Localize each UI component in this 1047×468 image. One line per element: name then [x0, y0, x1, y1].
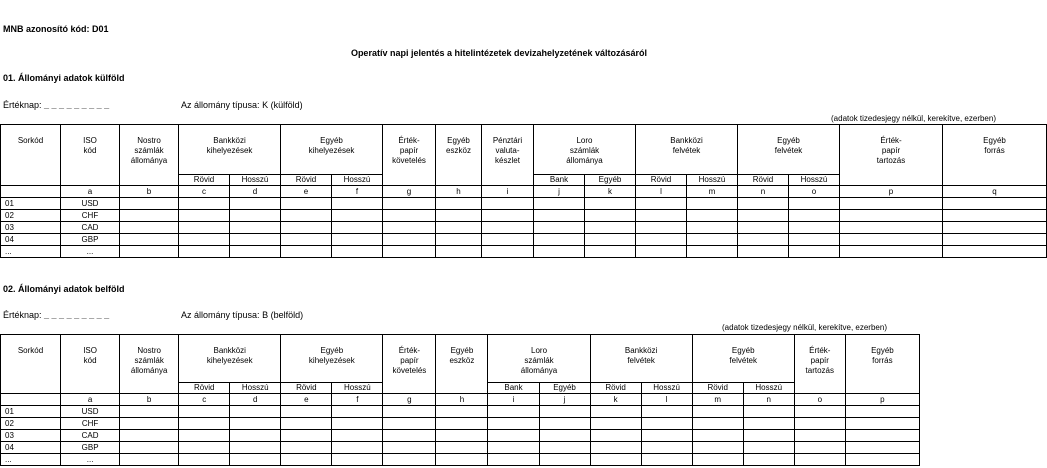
row-iso: USD	[61, 406, 120, 418]
table-row	[1, 222, 1047, 234]
data-cell[interactable]	[179, 198, 230, 210]
data-cell[interactable]	[383, 442, 436, 454]
letter-blank	[1, 394, 61, 406]
data-cell[interactable]	[281, 198, 332, 210]
data-cell[interactable]	[687, 246, 738, 258]
hdr-egyeb-eszkoz: Egyéb eszköz	[436, 335, 488, 394]
section-2-unit-note: (adatok tizedesjegy nélkül, kerekítve, ezerben)	[722, 323, 887, 332]
hdr-rovid: Rövid	[281, 175, 332, 186]
data-cell[interactable]	[482, 234, 534, 246]
row-iso: CAD	[61, 430, 120, 442]
data-cell[interactable]	[636, 222, 687, 234]
row-sorkod: 03	[1, 222, 61, 234]
data-cell[interactable]	[436, 210, 482, 222]
table-row	[1, 430, 920, 442]
data-cell[interactable]	[436, 430, 488, 442]
data-cell[interactable]	[845, 442, 919, 454]
table-row	[1, 198, 1047, 210]
data-cell[interactable]	[738, 222, 789, 234]
data-cell[interactable]	[539, 430, 590, 442]
data-cell[interactable]	[179, 418, 230, 430]
data-cell[interactable]	[332, 406, 383, 418]
data-cell[interactable]	[281, 234, 332, 246]
data-cell[interactable]	[840, 198, 943, 210]
letter-cell: o	[789, 186, 840, 198]
date-blank: _ _ _ _ _ _ _ _ _	[44, 310, 110, 320]
table-row	[1, 406, 920, 418]
data-cell[interactable]	[281, 210, 332, 222]
data-cell[interactable]	[436, 234, 482, 246]
section-1-type	[181, 100, 303, 110]
letter-cell: a	[61, 186, 120, 198]
data-cell[interactable]	[840, 210, 943, 222]
date-label: Értéknap:	[3, 310, 42, 320]
hdr-sorkod: Sorkód	[1, 335, 61, 394]
letter-row	[1, 186, 1047, 198]
letter-cell: f	[332, 186, 383, 198]
data-cell[interactable]	[120, 442, 179, 454]
hdr-sorkod: Sorkód	[1, 125, 61, 186]
type-label: Az állomány típusa:	[181, 310, 260, 320]
data-cell[interactable]	[840, 234, 943, 246]
letter-cell: g	[383, 394, 436, 406]
data-cell[interactable]	[383, 222, 436, 234]
letter-cell: p	[840, 186, 943, 198]
hdr-bank: Bank	[534, 175, 585, 186]
data-cell[interactable]	[179, 234, 230, 246]
data-cell[interactable]	[692, 418, 743, 430]
data-cell[interactable]	[641, 406, 692, 418]
letter-row	[1, 394, 920, 406]
data-cell[interactable]	[281, 442, 332, 454]
data-cell[interactable]	[738, 234, 789, 246]
data-cell[interactable]	[789, 198, 840, 210]
data-cell[interactable]	[534, 246, 585, 258]
data-cell[interactable]	[794, 454, 845, 466]
hdr-egyeb-forras: Egyéb forrás	[943, 125, 1047, 186]
letter-cell: h	[436, 186, 482, 198]
letter-cell: f	[332, 394, 383, 406]
hdr-rovid: Rövid	[281, 383, 332, 394]
data-cell[interactable]	[794, 406, 845, 418]
data-cell[interactable]	[230, 198, 281, 210]
data-cell[interactable]	[840, 222, 943, 234]
letter-cell: e	[281, 394, 332, 406]
data-cell[interactable]	[482, 222, 534, 234]
hdr-bankkozi-felv: Bankközi felvétek	[590, 335, 692, 383]
letter-cell: p	[845, 394, 919, 406]
hdr-nostro: Nostro számlák állománya	[120, 125, 179, 186]
row-iso: CHF	[61, 418, 120, 430]
data-cell[interactable]	[281, 454, 332, 466]
data-cell[interactable]	[534, 210, 585, 222]
row-sorkod: 02	[1, 210, 61, 222]
hdr-loro: Loro számlák állománya	[488, 335, 590, 383]
report-title: Operatív napi jelentés a hitelintézetek devizahelyzetének változásáról	[350, 48, 648, 58]
hdr-hosszu: Hosszú	[743, 383, 794, 394]
data-cell[interactable]	[332, 198, 383, 210]
letter-cell: b	[120, 186, 179, 198]
data-cell[interactable]	[534, 198, 585, 210]
letter-cell: l	[641, 394, 692, 406]
type-value: K (külföld)	[262, 100, 303, 110]
data-cell[interactable]	[743, 454, 794, 466]
data-cell[interactable]	[488, 406, 539, 418]
hdr-bankkozi-kih: Bankközi kihelyezések	[179, 125, 281, 175]
data-cell[interactable]	[943, 210, 1047, 222]
hdr-hosszu: Hosszú	[332, 383, 383, 394]
data-cell[interactable]	[120, 246, 179, 258]
data-cell[interactable]	[687, 234, 738, 246]
hdr-egyeb-eszkoz: Egyéb eszköz	[436, 125, 482, 186]
data-cell[interactable]	[120, 210, 179, 222]
data-cell[interactable]	[482, 246, 534, 258]
table-belfold	[0, 334, 920, 466]
data-cell[interactable]	[585, 246, 636, 258]
data-cell[interactable]	[383, 418, 436, 430]
data-cell[interactable]	[120, 222, 179, 234]
data-cell[interactable]	[585, 222, 636, 234]
data-cell[interactable]	[230, 222, 281, 234]
data-cell[interactable]	[120, 234, 179, 246]
data-cell[interactable]	[383, 430, 436, 442]
data-cell[interactable]	[120, 418, 179, 430]
data-cell[interactable]	[332, 246, 383, 258]
data-cell[interactable]	[120, 198, 179, 210]
hdr-loro: Loro számlák állománya	[534, 125, 636, 175]
row-sorkod: 03	[1, 430, 61, 442]
hdr-egyeb: Egyéb	[539, 383, 590, 394]
data-cell[interactable]	[636, 234, 687, 246]
letter-cell: m	[687, 186, 738, 198]
data-cell[interactable]	[383, 406, 436, 418]
data-cell[interactable]	[534, 222, 585, 234]
row-sorkod: 02	[1, 418, 61, 430]
hdr-egyeb-forras: Egyéb forrás	[845, 335, 919, 394]
data-cell[interactable]	[383, 454, 436, 466]
hdr-penztari: Pénztári valuta- készlet	[482, 125, 534, 186]
data-cell[interactable]	[840, 246, 943, 258]
data-cell[interactable]	[641, 442, 692, 454]
data-cell[interactable]	[179, 246, 230, 258]
data-cell[interactable]	[743, 406, 794, 418]
data-cell[interactable]	[687, 210, 738, 222]
hdr-egyeb-kih: Egyéb kihelyezések	[281, 335, 383, 383]
data-cell[interactable]	[332, 418, 383, 430]
data-cell[interactable]	[539, 418, 590, 430]
type-value: B (belföld)	[262, 310, 304, 320]
data-cell[interactable]	[738, 246, 789, 258]
hdr-egyeb-felv: Egyéb felvétek	[738, 125, 840, 175]
hdr-iso: ISO kód	[61, 125, 120, 186]
row-sorkod: ...	[1, 246, 61, 258]
letter-cell: c	[179, 186, 230, 198]
data-cell[interactable]	[692, 454, 743, 466]
section-2-heading: 02. Állományi adatok belföld	[3, 284, 125, 294]
hdr-egyeb-felv: Egyéb felvétek	[692, 335, 794, 383]
section-2-type	[181, 310, 303, 320]
data-cell[interactable]	[332, 210, 383, 222]
data-cell[interactable]	[436, 246, 482, 258]
row-iso: GBP	[61, 442, 120, 454]
hdr-rovid: Rövid	[636, 175, 687, 186]
data-cell[interactable]	[692, 406, 743, 418]
data-cell[interactable]	[943, 198, 1047, 210]
data-cell[interactable]	[383, 198, 436, 210]
data-cell[interactable]	[488, 442, 539, 454]
data-cell[interactable]	[943, 222, 1047, 234]
data-cell[interactable]	[332, 454, 383, 466]
table-row	[1, 418, 920, 430]
hdr-hosszu: Hosszú	[641, 383, 692, 394]
row-sorkod: 04	[1, 234, 61, 246]
data-cell[interactable]	[585, 234, 636, 246]
data-cell[interactable]	[179, 222, 230, 234]
table-row	[1, 234, 1047, 246]
row-iso: GBP	[61, 234, 120, 246]
data-cell[interactable]	[794, 418, 845, 430]
hdr-bankkozi-felv: Bankközi felvétek	[636, 125, 738, 175]
letter-cell: i	[488, 394, 539, 406]
data-cell[interactable]	[641, 418, 692, 430]
data-cell[interactable]	[590, 406, 641, 418]
row-sorkod: 04	[1, 442, 61, 454]
data-cell[interactable]	[687, 222, 738, 234]
letter-cell: m	[692, 394, 743, 406]
data-cell[interactable]	[692, 430, 743, 442]
letter-cell: e	[281, 186, 332, 198]
data-cell[interactable]	[641, 454, 692, 466]
row-iso: USD	[61, 198, 120, 210]
hdr-rovid: Rövid	[692, 383, 743, 394]
data-cell[interactable]	[743, 418, 794, 430]
date-blank: _ _ _ _ _ _ _ _ _	[44, 100, 110, 110]
data-cell[interactable]	[943, 246, 1047, 258]
hdr-rovid: Rövid	[179, 175, 230, 186]
data-cell[interactable]	[636, 210, 687, 222]
table-kulfold	[0, 124, 1047, 258]
data-cell[interactable]	[332, 234, 383, 246]
letter-cell: g	[383, 186, 436, 198]
hdr-rovid: Rövid	[179, 383, 230, 394]
data-cell[interactable]	[230, 454, 281, 466]
data-cell[interactable]	[539, 454, 590, 466]
hdr-rovid: Rövid	[590, 383, 641, 394]
data-cell[interactable]	[230, 406, 281, 418]
data-cell[interactable]	[789, 210, 840, 222]
data-cell[interactable]	[488, 418, 539, 430]
row-iso: CHF	[61, 210, 120, 222]
hdr-bankkozi-kih: Bankközi kihelyezések	[179, 335, 281, 383]
hdr-rovid: Rövid	[738, 175, 789, 186]
data-cell[interactable]	[230, 430, 281, 442]
hdr-hosszu: Hosszú	[789, 175, 840, 186]
table-row	[1, 246, 1047, 258]
section-1-heading: 01. Állományi adatok külföld	[3, 73, 125, 83]
data-cell[interactable]	[436, 222, 482, 234]
hdr-egyeb: Egyéb	[585, 175, 636, 186]
data-cell[interactable]	[281, 406, 332, 418]
data-cell[interactable]	[590, 430, 641, 442]
data-cell[interactable]	[281, 418, 332, 430]
data-cell[interactable]	[585, 210, 636, 222]
mnb-code: MNB azonosító kód: D01	[3, 24, 109, 34]
data-cell[interactable]	[230, 246, 281, 258]
table-row	[1, 442, 920, 454]
data-cell[interactable]	[743, 442, 794, 454]
data-cell[interactable]	[281, 430, 332, 442]
data-cell[interactable]	[488, 430, 539, 442]
data-cell[interactable]	[738, 210, 789, 222]
data-cell[interactable]	[687, 198, 738, 210]
data-cell[interactable]	[230, 210, 281, 222]
table-row	[1, 454, 920, 466]
data-cell[interactable]	[230, 442, 281, 454]
data-cell[interactable]	[590, 418, 641, 430]
table-row	[1, 210, 1047, 222]
data-cell[interactable]	[281, 246, 332, 258]
data-cell[interactable]	[436, 454, 488, 466]
hdr-hosszu: Hosszú	[230, 383, 281, 394]
data-cell[interactable]	[332, 222, 383, 234]
letter-cell: n	[738, 186, 789, 198]
data-cell[interactable]	[230, 418, 281, 430]
data-cell[interactable]	[436, 418, 488, 430]
data-cell[interactable]	[332, 442, 383, 454]
data-cell[interactable]	[641, 430, 692, 442]
data-cell[interactable]	[585, 198, 636, 210]
letter-cell: j	[534, 186, 585, 198]
data-cell[interactable]	[120, 454, 179, 466]
data-cell[interactable]	[482, 210, 534, 222]
section-2-date	[3, 310, 109, 320]
letter-cell: i	[482, 186, 534, 198]
data-cell[interactable]	[120, 430, 179, 442]
data-cell[interactable]	[534, 234, 585, 246]
row-iso: CAD	[61, 222, 120, 234]
data-cell[interactable]	[845, 430, 919, 442]
section-1-date	[3, 100, 109, 110]
hdr-ertekpapir-tart: Érték- papír tartozás	[840, 125, 943, 186]
data-cell[interactable]	[789, 246, 840, 258]
letter-cell: a	[61, 394, 120, 406]
data-cell[interactable]	[179, 454, 230, 466]
letter-cell: d	[230, 186, 281, 198]
letter-cell: c	[179, 394, 230, 406]
hdr-ertekpapir-kov: Érték- papír követelés	[383, 335, 436, 394]
data-cell[interactable]	[590, 442, 641, 454]
data-cell[interactable]	[845, 454, 919, 466]
letter-cell: q	[943, 186, 1047, 198]
letter-cell: o	[794, 394, 845, 406]
data-cell[interactable]	[179, 430, 230, 442]
data-cell[interactable]	[943, 234, 1047, 246]
hdr-egyeb-kih: Egyéb kihelyezések	[281, 125, 383, 175]
data-cell[interactable]	[789, 234, 840, 246]
data-cell[interactable]	[281, 222, 332, 234]
data-cell[interactable]	[794, 430, 845, 442]
data-cell[interactable]	[332, 430, 383, 442]
hdr-hosszu: Hosszú	[687, 175, 738, 186]
data-cell[interactable]	[789, 222, 840, 234]
data-cell[interactable]	[120, 406, 179, 418]
data-cell[interactable]	[436, 406, 488, 418]
section-1-unit-note: (adatok tizedesjegy nélkül, kerekítve, ezerben)	[831, 114, 996, 123]
data-cell[interactable]	[383, 246, 436, 258]
hdr-iso: ISO kód	[61, 335, 120, 394]
letter-cell: b	[120, 394, 179, 406]
data-cell[interactable]	[738, 198, 789, 210]
letter-cell: l	[636, 186, 687, 198]
data-cell[interactable]	[794, 442, 845, 454]
row-sorkod: ...	[1, 454, 61, 466]
letter-cell: h	[436, 394, 488, 406]
hdr-nostro: Nostro számlák állománya	[120, 335, 179, 394]
hdr-hosszu: Hosszú	[332, 175, 383, 186]
data-cell[interactable]	[179, 406, 230, 418]
data-cell[interactable]	[636, 246, 687, 258]
hdr-ertekpapir-kov: Érték- papír követelés	[383, 125, 436, 186]
data-cell[interactable]	[539, 406, 590, 418]
data-cell[interactable]	[488, 454, 539, 466]
row-sorkod: 01	[1, 198, 61, 210]
data-cell[interactable]	[590, 454, 641, 466]
data-cell[interactable]	[636, 198, 687, 210]
date-label: Értéknap:	[3, 100, 42, 110]
letter-cell: k	[585, 186, 636, 198]
hdr-ertekpapir-tart: Érték- papír tartozás	[794, 335, 845, 394]
row-iso: ...	[61, 454, 120, 466]
type-label: Az állomány típusa:	[181, 100, 260, 110]
row-iso: ...	[61, 246, 120, 258]
hdr-bank: Bank	[488, 383, 539, 394]
data-cell[interactable]	[436, 198, 482, 210]
data-cell[interactable]	[845, 406, 919, 418]
letter-blank	[1, 186, 61, 198]
data-cell[interactable]	[539, 442, 590, 454]
data-cell[interactable]	[383, 234, 436, 246]
letter-cell: n	[743, 394, 794, 406]
letter-cell: d	[230, 394, 281, 406]
data-cell[interactable]	[179, 442, 230, 454]
letter-cell: j	[539, 394, 590, 406]
data-cell[interactable]	[179, 210, 230, 222]
data-cell[interactable]	[845, 418, 919, 430]
data-cell[interactable]	[743, 430, 794, 442]
data-cell[interactable]	[692, 442, 743, 454]
data-cell[interactable]	[383, 210, 436, 222]
letter-cell: k	[590, 394, 641, 406]
data-cell[interactable]	[482, 198, 534, 210]
data-cell[interactable]	[436, 442, 488, 454]
row-sorkod: 01	[1, 406, 61, 418]
data-cell[interactable]	[230, 234, 281, 246]
hdr-hosszu: Hosszú	[230, 175, 281, 186]
